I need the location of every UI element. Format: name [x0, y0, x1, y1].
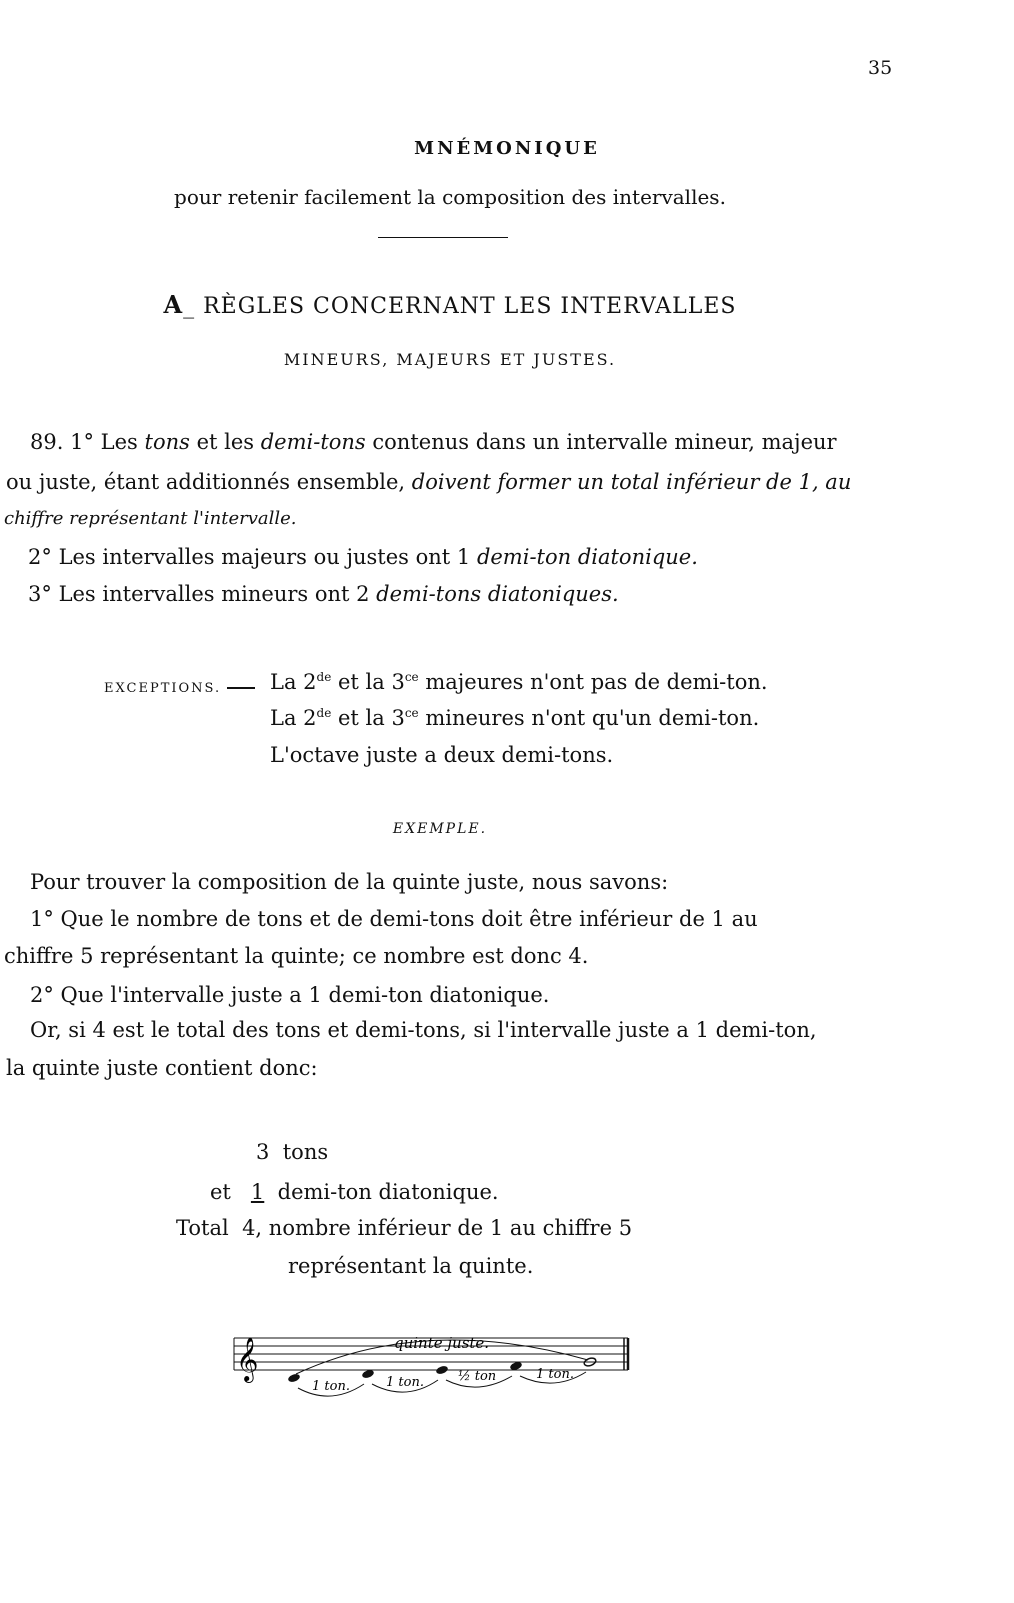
rule-text: et les [196, 430, 255, 454]
exception-sup: de [316, 706, 332, 720]
page-heading: MNÉMONIQUE [414, 138, 600, 159]
rule-1-marker: 1° [70, 430, 94, 454]
example-paragraph-4-line-2: la quinte juste contient donc: [6, 1056, 318, 1080]
exception-line-1 [270, 670, 768, 695]
composition-row-3 [176, 1216, 632, 1240]
interval-label: quinte juste. [394, 1334, 490, 1352]
rule-emphasis: doivent former un total inférieur de 1, au [411, 470, 852, 494]
example-paragraph-2-line-2: chiffre 5 représentant la quinte; ce nombre est donc 4. [4, 944, 589, 968]
composition-text: tons [282, 1140, 329, 1164]
exceptions-label [104, 677, 255, 696]
section-title-text: RÈGLES CONCERNANT LES INTERVALLES [203, 294, 737, 319]
note-c [287, 1373, 301, 1384]
rule-text: Les intervalles majeurs ou justes ont 1 [58, 545, 471, 569]
exception-text: et la 3 [331, 670, 405, 694]
rule-text: Les intervalles mineurs ont 2 [58, 582, 370, 606]
note-e [435, 1365, 449, 1376]
exceptions-label-text: EXCEPTIONS. [104, 681, 222, 696]
exception-sup: ce [404, 670, 419, 684]
example-paragraph-4-line-1: Or, si 4 est le total des tons et demi-tons, si l'intervalle juste a 1 demi-ton, [30, 1018, 817, 1042]
composition-text: demi-ton diatonique. [277, 1180, 499, 1204]
page-number: 35 [868, 57, 893, 79]
rule-text: contenus dans un intervalle mineur, majeur [372, 430, 837, 454]
section-dash: _ [183, 294, 196, 319]
example-paragraph-1: Pour trouver la composition de la quinte juste, nous savons: [30, 870, 669, 894]
section-title [0, 290, 900, 319]
page-subheading: pour retenir facilement la composition des intervalles. [174, 185, 726, 209]
rule-emphasis: demi-tons diatoniques. [376, 582, 619, 606]
step-label-4: 1 ton. [536, 1367, 574, 1382]
composition-row-1 [256, 1140, 328, 1164]
exception-text: et la 3 [331, 706, 405, 730]
separator-rule [378, 237, 508, 238]
example-paragraph-2-line-1: 1° Que le nombre de tons et de demi-tons doit être inférieur de 1 au [30, 907, 758, 931]
rule-3 [28, 582, 619, 607]
step-label-1: 1 ton. [312, 1379, 350, 1394]
rule-1-line-1 [30, 430, 837, 455]
exceptions-dash [227, 687, 255, 689]
rule-2-marker: 2° [28, 545, 52, 569]
step-label-2: 1 ton. [386, 1375, 424, 1390]
music-staff-example [226, 1322, 636, 1412]
composition-prefix: Total [176, 1216, 229, 1240]
rule-emphasis: demi-tons [260, 430, 366, 454]
composition-text: nombre inférieur de 1 au chiffre 5 [268, 1216, 633, 1240]
step-label-3: ½ ton [458, 1369, 497, 1384]
composition-number: 3 [256, 1140, 270, 1164]
rule-text: ou juste, étant additionnés ensemble, [6, 470, 406, 494]
example-paragraph-3: 2° Que l'intervalle juste a 1 demi-ton diatonique. [30, 983, 550, 1007]
rule-1-line-2 [6, 470, 851, 495]
composition-number: 1 [250, 1180, 265, 1204]
exception-text: mineures n'ont qu'un demi-ton. [418, 706, 760, 730]
exception-line-2 [270, 706, 759, 731]
composition-prefix: et [210, 1180, 231, 1204]
rule-2 [28, 545, 698, 570]
exception-sup: ce [404, 706, 419, 720]
rule-text: Les [100, 430, 138, 454]
example-label: EXEMPLE. [392, 821, 488, 837]
treble-clef-icon: 𝄞 [236, 1337, 259, 1381]
section-letter: A [163, 290, 184, 319]
composition-number: 4, [242, 1216, 263, 1240]
exception-text: La 2 [270, 670, 317, 694]
exception-line-3: L'octave juste a deux demi-tons. [270, 743, 614, 767]
exception-text: La 2 [270, 706, 317, 730]
exception-sup: de [316, 670, 332, 684]
rule-1-line-3: chiffre représentant l'intervalle. [4, 508, 297, 529]
rule-emphasis: tons [144, 430, 190, 454]
exception-text: majeures n'ont pas de demi-ton. [418, 670, 768, 694]
composition-row-4: représentant la quinte. [288, 1254, 534, 1278]
rule-number: 89. [30, 430, 64, 454]
rule-emphasis: demi-ton diatonique. [476, 545, 698, 569]
section-subtitle: MINEURS, MAJEURS ET JUSTES. [283, 350, 617, 369]
composition-row-2 [210, 1180, 499, 1204]
rule-3-marker: 3° [28, 582, 52, 606]
